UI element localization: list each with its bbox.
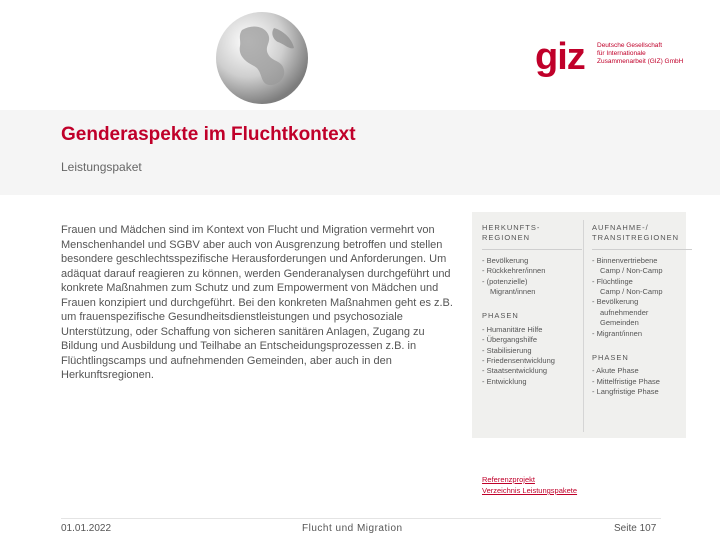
- body-text: Frauen und Mädchen sind im Kontext von Flucht und Migration vermehrt von Menschenhandel und SGBV aber auch von Ausgrenzung betroffen und stellen besondere geschlechtsspezifische Herausforderungen und Anforderungen. Um adäquat darauf reagieren zu können, werden Genderanalysen durchgeführt und konkrete Maßnahmen zum Schutz und zum Empowerment von Mädchen und Frauen konzipiert und durchgeführt. Bei den konkreten Maßnahmen geht es z.B. um frauenspezifische Gesundheitsdienstleistungen und psychosoziale Unterstützung, oder Schaffung von sicheren sanitären Anlagen, Zugang zu Bildung und Ausbildung und Teilhabe an Entscheidungsprozessen z.B. in Flüchtlingscamps und aufnehmenden Gemeinden, aber auch in den Herkunftsregionen.: [61, 224, 453, 381]
- phases-heading: PHASEN: [592, 353, 629, 363]
- links-group: [482, 474, 577, 496]
- list-item: - Flüchtlinge: [592, 276, 633, 286]
- reception-regions-heading: AUFNAHME-/ TRANSITREGIONEN: [592, 223, 692, 250]
- list-item: Migrant/innen: [490, 287, 536, 297]
- list-item: - Binnenvertriebene: [592, 255, 658, 265]
- list-item: - Bevölkerung: [482, 255, 529, 265]
- regions-panel: [472, 212, 686, 438]
- page-number: Seite 107: [614, 523, 657, 534]
- list-item: - (potenzielle): [482, 276, 528, 286]
- footer-date: 01.01.2022: [61, 523, 112, 534]
- list-item: - Rückkehrer/innen: [482, 266, 546, 276]
- reception-regions-column: [592, 212, 692, 398]
- page-subtitle: Leistungspaket: [61, 160, 142, 174]
- service-packages-link[interactable]: Verzeichnis Leistungspakete: [482, 486, 578, 495]
- list-item: - Stabilisierung: [482, 345, 532, 355]
- footer-divider: [61, 518, 661, 519]
- globe-image: [212, 8, 312, 108]
- list-item: - Humanitäre Hilfe: [482, 324, 543, 334]
- list-item: Gemeinden: [600, 318, 639, 328]
- list-item: - Akute Phase: [592, 366, 639, 376]
- list-item: - Friedensentwicklung: [482, 356, 555, 366]
- list-item: - Langfristige Phase: [592, 387, 659, 397]
- origin-regions-column: [482, 212, 582, 387]
- list-item: - Migrant/innen: [592, 328, 643, 338]
- phases-heading: PHASEN: [482, 311, 519, 321]
- list-item: - Übergangshilfe: [482, 335, 538, 345]
- reference-project-link[interactable]: Referenzprojekt: [482, 475, 535, 484]
- page-title: Genderaspekte im Fluchtkontext: [61, 124, 356, 145]
- footer-topic: Flucht und Migration: [302, 523, 403, 534]
- logo-wordmark: giz: [535, 36, 585, 78]
- origin-regions-heading: HERKUNFTS- REGIONEN: [482, 223, 582, 250]
- logo-org-name: Deutsche Gesellschaft für Internationale Zusammenarbeit (GIZ) GmbH: [597, 42, 684, 65]
- list-item: Camp / Non-Camp: [600, 287, 663, 297]
- list-item: - Staatsentwicklung: [482, 366, 548, 376]
- list-item: Camp / Non-Camp: [600, 266, 663, 276]
- list-item: - Bevölkerung: [592, 297, 639, 307]
- list-item: - Mittelfristige Phase: [592, 376, 660, 386]
- title-band: [0, 110, 720, 195]
- list-item: aufnehmender: [600, 307, 649, 317]
- column-divider: [583, 220, 584, 432]
- list-item: - Entwicklung: [482, 376, 527, 386]
